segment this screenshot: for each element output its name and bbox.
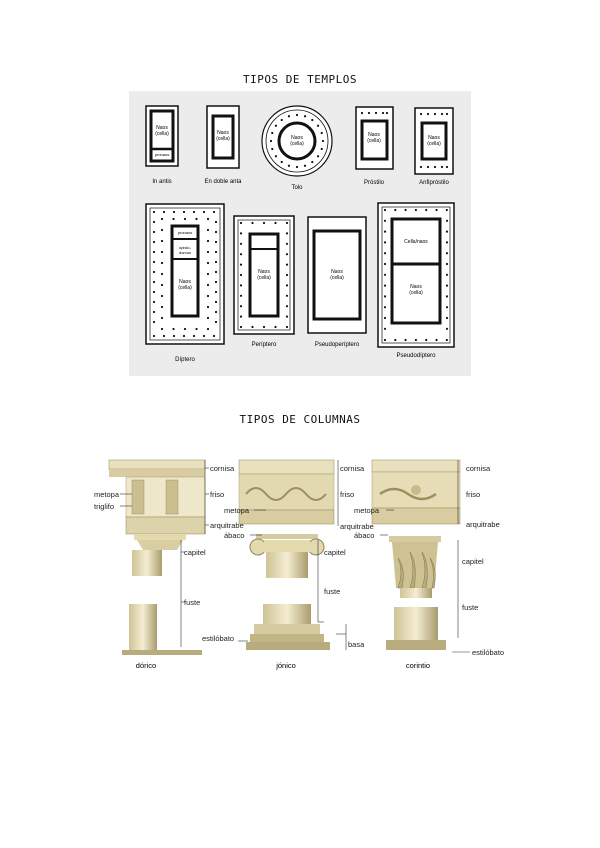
plan-column-dot bbox=[153, 211, 155, 213]
plan-label: In antis bbox=[152, 179, 172, 185]
svg-text:pronaos: pronaos bbox=[154, 152, 170, 157]
svg-text:(cella): (cella) bbox=[367, 138, 381, 144]
temple-plans-figure bbox=[129, 91, 471, 376]
column-orders-svg bbox=[74, 442, 528, 684]
plan-column-dot bbox=[215, 241, 217, 243]
svg-text:cornisa: cornisa bbox=[466, 464, 491, 473]
plan-column-dot bbox=[434, 166, 436, 168]
plan-column-dot bbox=[384, 285, 386, 287]
plan-column-dot bbox=[384, 339, 386, 341]
plan-column-dot bbox=[240, 232, 242, 234]
plan-column-dot bbox=[384, 209, 386, 211]
plan-pseudodiptero bbox=[378, 203, 454, 359]
plan-column-dot bbox=[384, 241, 386, 243]
svg-text:arquitrabe: arquitrabe bbox=[210, 521, 244, 530]
plan-column-dot bbox=[161, 317, 163, 319]
plan-column-dot bbox=[215, 271, 217, 273]
plan-column-dot bbox=[271, 148, 273, 150]
svg-text:friso: friso bbox=[466, 490, 481, 499]
plan-column-dot bbox=[420, 166, 422, 168]
plan-column-dot bbox=[446, 285, 448, 287]
plan-column-dot bbox=[215, 221, 217, 223]
svg-text:friso: friso bbox=[340, 490, 355, 499]
plan-column-dot bbox=[183, 335, 185, 337]
plan-column-dot bbox=[207, 251, 209, 253]
plan-label: Próstilo bbox=[363, 180, 385, 186]
plan-column-dot bbox=[446, 241, 448, 243]
plan-column-dot bbox=[213, 335, 215, 337]
plan-column-dot bbox=[446, 306, 448, 308]
plan-column-dot bbox=[153, 335, 155, 337]
plan-column-dot bbox=[240, 264, 242, 266]
plan-column-dot bbox=[153, 231, 155, 233]
plan-column-dot bbox=[153, 261, 155, 263]
plan-column-dot bbox=[215, 291, 217, 293]
plan-column-dot bbox=[240, 253, 242, 255]
plan-column-dot bbox=[446, 274, 448, 276]
plan-column-dot bbox=[286, 232, 288, 234]
plan-column-dot bbox=[286, 316, 288, 318]
order-label: dórico bbox=[135, 661, 157, 670]
plan-column-dot bbox=[195, 218, 197, 220]
plan-column-dot bbox=[251, 222, 253, 224]
plan-column-dot bbox=[384, 252, 386, 254]
plan-label: Pseudoperíptero bbox=[314, 342, 360, 348]
svg-text:(cella): (cella) bbox=[155, 131, 169, 137]
plan-column-dot bbox=[195, 328, 197, 330]
plan-column-dot bbox=[286, 305, 288, 307]
plan-column-dot bbox=[161, 284, 163, 286]
plan-column-dot bbox=[161, 262, 163, 264]
plan-column-dot bbox=[394, 209, 396, 211]
svg-text:ábaco: ábaco bbox=[354, 531, 375, 540]
plan-column-dot bbox=[384, 328, 386, 330]
svg-text:estilóbato: estilóbato bbox=[472, 648, 505, 657]
plan-column-dot bbox=[415, 209, 417, 211]
plan-column-dot bbox=[240, 326, 242, 328]
plan-column-dot bbox=[321, 148, 323, 150]
plan-column-dot bbox=[161, 240, 163, 242]
plan-column-dot bbox=[394, 339, 396, 341]
svg-text:Naos: Naos bbox=[258, 269, 270, 275]
plan-label: Anfipróstilo bbox=[419, 180, 449, 186]
plan-label: Períptero bbox=[251, 342, 277, 348]
plan-column-dot bbox=[215, 321, 217, 323]
plan-column-dot bbox=[207, 306, 209, 308]
plan-pseudoperiptero bbox=[308, 217, 366, 348]
svg-text:(cella): (cella) bbox=[216, 136, 230, 142]
plan-column-dot bbox=[288, 115, 290, 117]
plan-column-dot bbox=[263, 326, 265, 328]
plan-column-dot bbox=[446, 166, 448, 168]
plan-column-dot bbox=[441, 166, 443, 168]
plan-column-dot bbox=[275, 125, 277, 127]
plan-column-dot bbox=[163, 211, 165, 213]
plan-column-dot bbox=[427, 166, 429, 168]
plan-column-dot bbox=[215, 301, 217, 303]
svg-text:ábaco: ábaco bbox=[224, 531, 245, 540]
plan-column-dot bbox=[425, 339, 427, 341]
plan-column-dot bbox=[153, 311, 155, 313]
plan-column-dot bbox=[415, 339, 417, 341]
plan-column-dot bbox=[446, 317, 448, 319]
svg-text:Naos: Naos bbox=[368, 132, 380, 138]
plan-column-dot bbox=[405, 339, 407, 341]
plan-column-dot bbox=[446, 231, 448, 233]
plan-column-dot bbox=[184, 218, 186, 220]
plan-column-dot bbox=[215, 311, 217, 313]
plan-column-dot bbox=[173, 211, 175, 213]
plan-column-dot bbox=[203, 211, 205, 213]
plan-column-dot bbox=[446, 328, 448, 330]
plan-column-dot bbox=[427, 113, 429, 115]
plan-column-dot bbox=[311, 161, 313, 163]
plan-column-dot bbox=[384, 263, 386, 265]
plan-label: En doble anta bbox=[204, 179, 242, 185]
plan-column-dot bbox=[446, 209, 448, 211]
plan-prostilo bbox=[356, 107, 393, 186]
plan-column-dot bbox=[153, 221, 155, 223]
plan-column-dot bbox=[173, 335, 175, 337]
plan-column-dot bbox=[286, 222, 288, 224]
plan-column-dot bbox=[207, 295, 209, 297]
plan-column-dot bbox=[240, 284, 242, 286]
plan-column-dot bbox=[405, 209, 407, 211]
plan-column-dot bbox=[161, 251, 163, 253]
svg-text:metopa: metopa bbox=[94, 490, 120, 499]
plan-column-dot bbox=[161, 229, 163, 231]
plan-column-dot bbox=[281, 119, 283, 121]
plan-periptero bbox=[234, 216, 294, 348]
order-label: corintio bbox=[405, 661, 431, 670]
plan-column-dot bbox=[286, 295, 288, 297]
plan-en-doble-anta bbox=[204, 106, 242, 185]
plan-column-dot bbox=[382, 112, 384, 114]
plan-column-dot bbox=[317, 125, 319, 127]
svg-text:domos: domos bbox=[178, 250, 192, 255]
plan-label: Tolo bbox=[291, 185, 303, 191]
temples-title: TIPOS DE TEMPLOS bbox=[243, 73, 357, 86]
plan-column-dot bbox=[161, 218, 163, 220]
plan-label: Díptero bbox=[175, 357, 195, 363]
plan-in-antis bbox=[146, 106, 178, 185]
plan-column-dot bbox=[215, 231, 217, 233]
plan-column-dot bbox=[435, 209, 437, 211]
svg-text:(cella): (cella) bbox=[178, 285, 192, 291]
plan-column-dot bbox=[215, 281, 217, 283]
plan-column-dot bbox=[441, 113, 443, 115]
plan-column-dot bbox=[361, 112, 363, 114]
svg-text:(cella): (cella) bbox=[257, 275, 271, 281]
plan-column-dot bbox=[286, 274, 288, 276]
svg-text:triglifo: triglifo bbox=[94, 502, 115, 511]
plan-column-dot bbox=[274, 222, 276, 224]
svg-text:metopa: metopa bbox=[224, 506, 250, 515]
plan-column-dot bbox=[286, 326, 288, 328]
plan-column-dot bbox=[153, 251, 155, 253]
plan-column-dot bbox=[240, 222, 242, 224]
plan-column-dot bbox=[322, 140, 324, 142]
svg-text:(cella): (cella) bbox=[330, 275, 344, 281]
plan-column-dot bbox=[153, 241, 155, 243]
svg-text:arquitrabe: arquitrabe bbox=[340, 522, 374, 531]
plan-column-dot bbox=[296, 114, 298, 116]
svg-text:estilóbato: estilóbato bbox=[202, 634, 235, 643]
svg-text:fuste: fuste bbox=[324, 587, 341, 596]
svg-text:(cella): (cella) bbox=[427, 141, 441, 147]
svg-text:Cella/naos: Cella/naos bbox=[404, 239, 428, 245]
plan-column-dot bbox=[203, 335, 205, 337]
svg-text:basa: basa bbox=[348, 640, 365, 649]
plan-column-dot bbox=[161, 306, 163, 308]
plan-column-dot bbox=[425, 209, 427, 211]
plan-column-dot bbox=[296, 166, 298, 168]
plan-column-dot bbox=[384, 231, 386, 233]
svg-text:opistó-: opistó- bbox=[178, 245, 192, 250]
plan-column-dot bbox=[271, 132, 273, 134]
order-label: jónico bbox=[276, 661, 296, 670]
corinthian-column bbox=[372, 460, 460, 670]
plan-column-dot bbox=[434, 113, 436, 115]
plan-diptero bbox=[146, 204, 224, 363]
columns-title: TIPOS DE COLUMNAS bbox=[239, 413, 361, 426]
svg-text:fuste: fuste bbox=[462, 603, 479, 612]
plan-column-dot bbox=[446, 252, 448, 254]
plan-column-dot bbox=[207, 262, 209, 264]
plan-column-dot bbox=[207, 328, 209, 330]
plan-column-dot bbox=[183, 211, 185, 213]
plan-column-dot bbox=[446, 339, 448, 341]
plan-column-dot bbox=[446, 113, 448, 115]
plan-column-dot bbox=[435, 339, 437, 341]
plan-column-dot bbox=[384, 295, 386, 297]
plan-column-dot bbox=[161, 273, 163, 275]
plan-column-dot bbox=[317, 155, 319, 157]
plan-column-dot bbox=[240, 243, 242, 245]
svg-text:cornisa: cornisa bbox=[210, 464, 235, 473]
plan-column-dot bbox=[446, 263, 448, 265]
plan-column-dot bbox=[163, 335, 165, 337]
plan-column-dot bbox=[153, 321, 155, 323]
plan-column-dot bbox=[384, 306, 386, 308]
plan-column-dot bbox=[207, 229, 209, 231]
plan-column-dot bbox=[321, 132, 323, 134]
plan-column-dot bbox=[153, 281, 155, 283]
svg-text:Naos: Naos bbox=[291, 135, 303, 141]
plan-column-dot bbox=[184, 328, 186, 330]
plan-column-dot bbox=[207, 240, 209, 242]
svg-text:Naos: Naos bbox=[217, 130, 229, 136]
plan-column-dot bbox=[384, 274, 386, 276]
plan-column-dot bbox=[270, 140, 272, 142]
plan-naos-label: Naos bbox=[156, 125, 168, 131]
ionic-column bbox=[239, 460, 334, 670]
plan-column-dot bbox=[153, 301, 155, 303]
plan-column-dot bbox=[240, 274, 242, 276]
plan-column-dot bbox=[161, 295, 163, 297]
svg-text:fuste: fuste bbox=[184, 598, 201, 607]
plan-column-dot bbox=[281, 161, 283, 163]
plan-column-dot bbox=[286, 264, 288, 266]
plan-column-dot bbox=[207, 273, 209, 275]
plan-column-dot bbox=[207, 317, 209, 319]
plan-column-dot bbox=[215, 251, 217, 253]
plan-column-dot bbox=[446, 220, 448, 222]
svg-text:capitel: capitel bbox=[324, 548, 346, 557]
plan-column-dot bbox=[207, 284, 209, 286]
plan-column-dot bbox=[207, 218, 209, 220]
plan-column-dot bbox=[240, 305, 242, 307]
column-orders-figure bbox=[74, 442, 528, 684]
plan-column-dot bbox=[161, 328, 163, 330]
svg-text:(cella): (cella) bbox=[290, 141, 304, 147]
doric-column bbox=[109, 460, 205, 670]
plan-column-dot bbox=[274, 326, 276, 328]
plan-label: Pseudodíptero bbox=[396, 353, 436, 359]
plan-column-dot bbox=[384, 220, 386, 222]
svg-text:arquitrabe: arquitrabe bbox=[466, 520, 500, 529]
svg-text:Naos: Naos bbox=[179, 279, 191, 285]
svg-text:capitel: capitel bbox=[462, 557, 484, 566]
plan-column-dot bbox=[193, 211, 195, 213]
svg-text:metopa: metopa bbox=[354, 506, 380, 515]
plan-column-dot bbox=[311, 119, 313, 121]
plan-column-dot bbox=[288, 165, 290, 167]
plan-column-dot bbox=[153, 271, 155, 273]
plan-column-dot bbox=[153, 291, 155, 293]
plan-column-dot bbox=[172, 328, 174, 330]
plan-column-dot bbox=[384, 317, 386, 319]
svg-text:Naos: Naos bbox=[428, 135, 440, 141]
svg-text:Naos: Naos bbox=[410, 284, 422, 290]
svg-text:pronaos: pronaos bbox=[177, 230, 193, 235]
plan-column-dot bbox=[446, 295, 448, 297]
svg-text:Naos: Naos bbox=[331, 269, 343, 275]
plan-column-dot bbox=[286, 284, 288, 286]
plan-column-dot bbox=[215, 261, 217, 263]
plan-column-dot bbox=[286, 243, 288, 245]
svg-text:capitel: capitel bbox=[184, 548, 206, 557]
plan-column-dot bbox=[304, 115, 306, 117]
plan-column-dot bbox=[304, 165, 306, 167]
plan-column-dot bbox=[386, 112, 388, 114]
svg-text:friso: friso bbox=[210, 490, 225, 499]
plan-column-dot bbox=[193, 335, 195, 337]
plan-column-dot bbox=[375, 112, 377, 114]
svg-text:(cella): (cella) bbox=[409, 290, 423, 296]
temple-plans-svg bbox=[129, 91, 471, 376]
plan-column-dot bbox=[240, 316, 242, 318]
svg-text:cornisa: cornisa bbox=[340, 464, 365, 473]
plan-column-dot bbox=[420, 113, 422, 115]
plan-anfiprostilo bbox=[415, 108, 453, 186]
plan-column-dot bbox=[368, 112, 370, 114]
plan-column-dot bbox=[286, 253, 288, 255]
plan-column-dot bbox=[172, 218, 174, 220]
plan-column-dot bbox=[275, 155, 277, 157]
plan-column-dot bbox=[240, 295, 242, 297]
plan-column-dot bbox=[213, 211, 215, 213]
plan-column-dot bbox=[251, 326, 253, 328]
plan-column-dot bbox=[263, 222, 265, 224]
